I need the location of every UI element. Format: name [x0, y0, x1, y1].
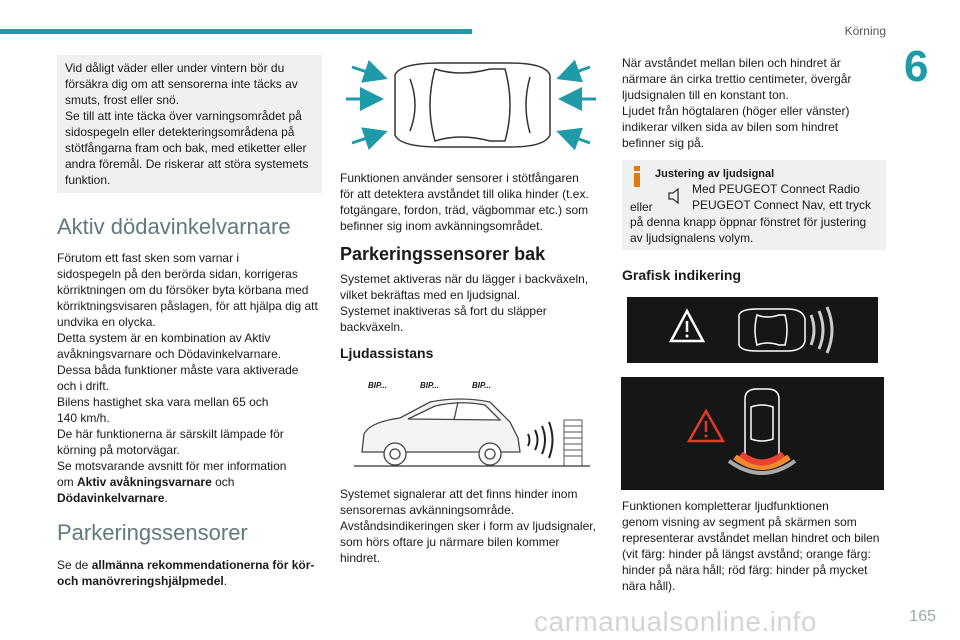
- text-line: Avståndsindikeringen sker i form av ljudsignaler,: [340, 519, 596, 533]
- text-line: genom visning av segment på skärmen som: [622, 515, 857, 529]
- note-line: sidospegeln eller detekteringsområdena på: [65, 125, 295, 139]
- info-title: Justering av ljudsignal: [655, 168, 775, 180]
- note-line: Vid dåligt väder eller under vintern bör du: [65, 61, 285, 75]
- text-line: Funktionen använder sensorer i stötfångaren: [340, 171, 579, 185]
- note-line: andra föremål. De riskerar att störa systemets: [65, 157, 309, 171]
- distance-text: [622, 55, 887, 151]
- note-line: stötfångarna fram och bak, med etiketter eller: [65, 141, 307, 155]
- bip-label: BIP...: [368, 381, 387, 390]
- text-line: indikerar vilken sida av bilen som hindret: [622, 120, 839, 134]
- text-line: representerar avståndet mellan hindret och bilen: [622, 531, 880, 545]
- page-number: 165: [909, 608, 936, 625]
- info-line: Med PEUGEOT Connect Radio: [692, 182, 860, 196]
- text-line: Systemet aktiveras när du lägger i backväxeln,: [340, 272, 589, 286]
- link-blind-spot[interactable]: Dödavinkelvarnare: [57, 491, 165, 505]
- heading-blind-spot: Aktiv dödavinkelvarnare: [57, 214, 291, 239]
- text-line: undvika en olycka.: [57, 315, 156, 329]
- sound-adjust-info-box: [622, 160, 886, 250]
- car-side-icon: [362, 399, 520, 465]
- text-line: Systemet inaktiveras så fort du släpper: [340, 304, 547, 318]
- text-line: När avståndet mellan bilen och hindret är: [622, 56, 841, 70]
- link-general-recommendations-2[interactable]: och manövreringshjälpmedel: [57, 574, 224, 588]
- info-line: på denna knapp öppnar fönstret för justering: [630, 215, 867, 229]
- speaker-icon[interactable]: [666, 186, 686, 206]
- text-line: körning på motorvägar.: [57, 443, 180, 457]
- text-line: närmare än cirka trettio centimeter, övergår: [622, 72, 852, 86]
- link-general-recommendations[interactable]: allmänna rekommendationerna för kör-: [91, 558, 315, 572]
- text-line: [57, 573, 327, 589]
- text-line: Förutom ett fast sken som varnar i: [57, 251, 240, 265]
- text-see: Se de: [57, 558, 92, 572]
- parking-ref-text: [57, 557, 327, 589]
- text-line: backväxeln.: [340, 320, 404, 334]
- display-screen-large: [621, 377, 884, 490]
- text-line: vilket bekräftas med en ljudsignal.: [340, 288, 521, 302]
- info-eller: eller: [630, 200, 653, 214]
- text-line: Dessa båda funktioner måste vara aktiverade: [57, 363, 299, 377]
- heading-parking-sensors: Parkeringssensorer: [57, 520, 248, 545]
- text-line: (vit färg: hinder på längst avstånd; orange färg:: [622, 547, 871, 561]
- text-line: för att detektera avståndet till olika hinder (t.ex.: [340, 187, 589, 201]
- text-line: fotgängare, fordon, träd, vägbommar etc.) som: [340, 203, 589, 217]
- note-line: Se till att inte täcka över varningsområdet på: [65, 109, 302, 123]
- top-accent-bar: [0, 29, 472, 34]
- display-screen-small: [627, 297, 878, 363]
- text-line: ljudsignalen till en konstant ton.: [622, 88, 789, 102]
- note-line: försäkra dig om att sensorerna inte täcks av: [65, 77, 298, 91]
- heading-graphic-indication: Grafisk indikering: [622, 267, 742, 283]
- text-dot: .: [223, 574, 228, 588]
- text-line: sensorernas avkänningsområde.: [340, 503, 515, 517]
- text-line: [57, 557, 327, 573]
- car-side-sound-illustration: [350, 392, 595, 472]
- text-line: sidospegeln på den berörda sidan, korrigeras: [57, 267, 298, 281]
- text-line: hindret.: [340, 551, 381, 565]
- bip-label: BIP...: [420, 381, 439, 390]
- reference-line: [57, 490, 327, 506]
- wall-icon: [564, 420, 582, 466]
- car-top-sensor-illustration: [340, 55, 602, 155]
- info-line: av ljudsignalens volym.: [630, 231, 754, 245]
- sensor-text: [340, 170, 605, 234]
- text-line: Se motsvarande avsnitt för mer information: [57, 459, 287, 473]
- text-line: hinder på nära håll; röd färg: hinder på mycket: [622, 563, 868, 577]
- reference-line: [57, 474, 327, 490]
- bip-label: BIP...: [472, 381, 491, 390]
- car-top-icon: [739, 309, 805, 351]
- heading-rear-sensors: Parkeringssensorer bak: [340, 244, 546, 264]
- text-line: Systemet signalerar att det finns hinder inom: [340, 487, 578, 501]
- chapter-number: 6: [904, 42, 929, 91]
- signal-text: [340, 486, 605, 566]
- note-line: funktion.: [65, 173, 111, 187]
- text-line: Bilens hastighet ska vara mellan 65 och: [57, 395, 269, 409]
- warning-triangle-icon: [689, 411, 723, 441]
- info-icon: [631, 166, 643, 186]
- car-top-icon: [395, 63, 550, 147]
- text-line: som hörs oftare ju närmare bilen kommer: [340, 535, 560, 549]
- text-om: om: [57, 475, 78, 489]
- blind-spot-text: [57, 250, 327, 506]
- sound-waves-icon: [528, 422, 553, 458]
- graphic-text: [622, 498, 888, 594]
- heading-sound-assist: Ljudassistans: [340, 345, 434, 361]
- text-line: befinner sig på.: [622, 136, 705, 150]
- link-lane-departure[interactable]: Aktiv avåkningsvarnare: [77, 475, 212, 489]
- text-och: och: [211, 475, 235, 489]
- weather-note-box: [57, 55, 322, 193]
- text-line: Detta system är en kombination av Aktiv: [57, 331, 271, 345]
- rear-text: [340, 271, 605, 335]
- info-line: PEUGEOT Connect Nav, ett tryck: [692, 198, 871, 212]
- sensor-segments: [811, 307, 832, 353]
- watermark: carmanualsonline.info: [534, 606, 817, 637]
- car-top-icon: [745, 389, 779, 461]
- text-dot: .: [164, 491, 168, 505]
- text-line: 140 km/h.: [57, 411, 110, 425]
- text-line: De här funktionerna är särskilt lämpade för: [57, 427, 284, 441]
- text-line: Funktionen kompletterar ljudfunktionen: [622, 499, 829, 513]
- text-line: körriktningen om du försöker byta körbana med: [57, 283, 309, 297]
- warning-triangle-icon: [671, 311, 703, 341]
- note-line: smuts, frost eller snö.: [65, 93, 180, 107]
- text-line: nära håll).: [622, 579, 676, 593]
- section-title: Körning: [844, 24, 886, 38]
- text-line: befinner sig inom avkänningsområdet.: [340, 219, 543, 233]
- text-line: körriktningsvisaren påslagen, för att hjälpa dig att: [57, 299, 318, 313]
- sensor-segments: [729, 454, 795, 473]
- text-line: avåkningsvarnare och Dödavinkelvarnare.: [57, 347, 282, 361]
- text-line: och i drift.: [57, 379, 110, 393]
- text-line: Ljudet från högtalaren (höger eller vänster): [622, 104, 850, 118]
